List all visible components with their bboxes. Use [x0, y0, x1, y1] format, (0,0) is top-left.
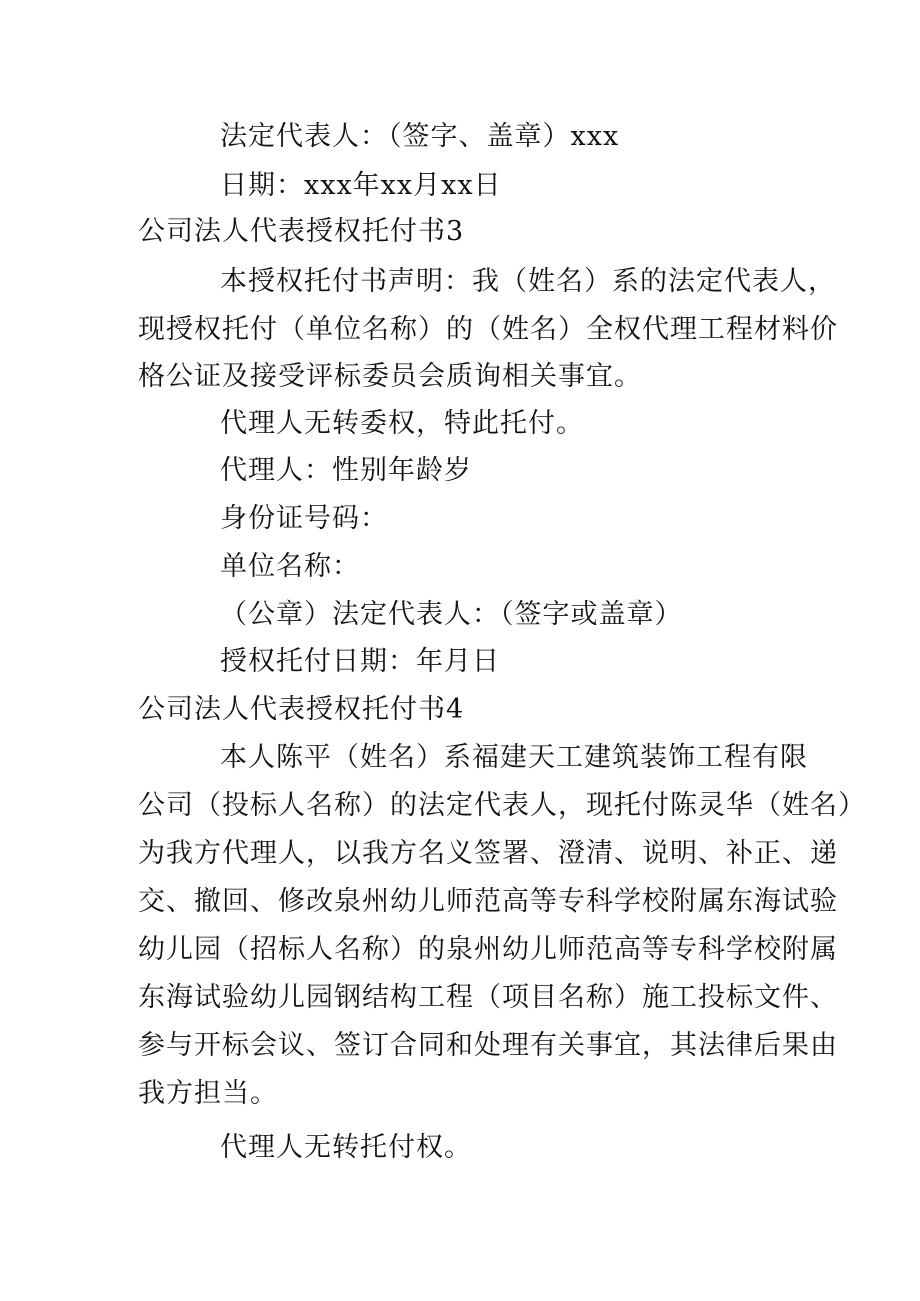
paragraph-line: 东海试验幼儿园钢结构工程（项目名称）施工投标文件、: [138, 982, 838, 1013]
paragraph-line: 本授权托付书声明：我（姓名）系的法定代表人，: [220, 266, 836, 297]
legal-rep-signature-line: 法定代表人：（签字、盖章）xxx: [220, 121, 620, 152]
paragraph-line: 交、撤回、修改泉州幼儿师范高等专科学校附属东海试验: [138, 886, 838, 917]
paragraph-line: 参与开标会议、签订合同和处理有关事宜，其法律后果由: [138, 1030, 838, 1061]
paragraph-line: 本人陈平（姓名）系福建天工建筑装饰工程有限: [220, 742, 808, 773]
section-heading-4: 公司法人代表授权托付书4: [138, 694, 465, 725]
paragraph-line: 为我方代理人，以我方名义签署、澄清、说明、补正、递: [138, 838, 838, 869]
paragraph-line: 公司（投标人名称）的法定代表人，现托付陈灵华（姓名）: [138, 790, 866, 821]
paragraph-line: 我方担当。: [138, 1078, 278, 1109]
authorization-date-line: 授权托付日期：年月日: [220, 646, 500, 677]
no-subdelegation-line: 代理人无转托付权。: [220, 1132, 472, 1163]
id-number-line: 身份证号码：: [220, 503, 388, 534]
date-line: 日期：xxx年xx月xx日: [220, 170, 502, 201]
no-delegation-line: 代理人无转委权，特此托付。: [220, 408, 584, 439]
seal-signature-line: （公章）法定代表人：（签字或盖章）: [220, 599, 683, 630]
agent-info-line: 代理人：性别年龄岁: [220, 455, 472, 486]
paragraph-line: 幼儿园（招标人名称）的泉州幼儿师范高等专科学校附属: [138, 934, 838, 965]
section-heading-3: 公司法人代表授权托付书3: [138, 216, 465, 247]
unit-name-line: 单位名称：: [220, 551, 360, 582]
paragraph-line: 格公证及接受评标委员会质询相关事宜。: [138, 361, 642, 392]
paragraph-line: 现授权托付（单位名称）的（姓名）全权代理工程材料价: [138, 314, 838, 345]
